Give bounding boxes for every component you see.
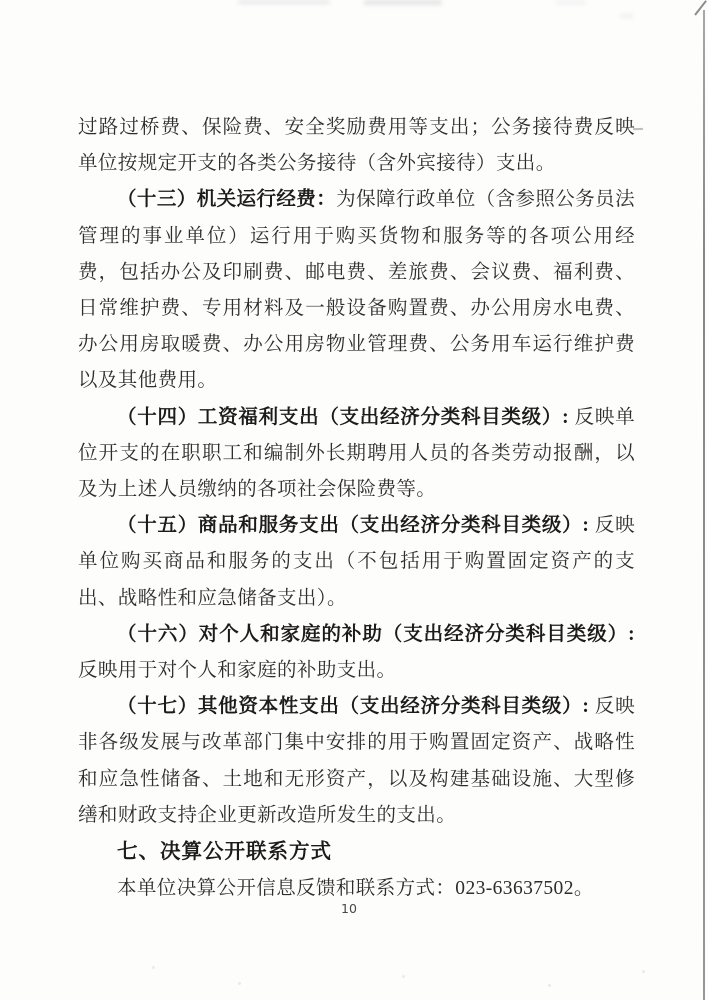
text-segment: 为保障行政单位（含参照公务员法管理的事业单位）运行用于购买货物和服务等的各项公用经费，包括办公及印刷费、邮电费、差旅费、会议费、福利费、日常维护费、专用材料及一般设备购置费、办公用房水电费、办公用房取暖费、办公用房物业管理费、公务用车运行维护费以及其他费用。 [78, 189, 635, 392]
scan-noise-dot [402, 975, 405, 978]
text-segment: 过路过桥费、保险费、安全奖励费用等支出；公务接待费反映单位按规定开支的各类公务接待（含外宾接待）支出。 [78, 117, 635, 175]
scan-artifact [364, 0, 442, 5]
bold-text-segment: （十七）其他资本性支出（支出经济分类科目类级）: [117, 696, 590, 718]
bold-text-segment: （十三）机关运行经费： [117, 189, 337, 211]
scan-artifact [238, 0, 330, 4]
text-segment: 反映单位开支的在职职工和编制外长期聘用人员的各类劳动报酬，以及为上述人员缴纳的各项社会保险费等。 [78, 406, 635, 501]
section-heading [78, 834, 635, 871]
text-segment: 本单位决算公开信息反馈和联系方式：023-63637502。 [117, 878, 594, 900]
bold-text-segment: （十六）对个人和家庭的补助（支出经济分类科目类级）: [117, 623, 635, 645]
scan-noise-dot [642, 970, 645, 973]
paragraph [78, 689, 635, 834]
bold-text-segment: （十五）商品和服务支出（支出经济分类科目类级）: [117, 515, 590, 537]
scan-noise-dot [548, 984, 551, 987]
scan-noise-dot [238, 982, 241, 985]
scan-artifact [556, 1, 586, 4]
text-segment: 反映用于对个人和家庭的补助支出。 [78, 660, 397, 682]
bold-text-segment: （十四）工资福利支出（支出经济分类科目类级）: [117, 406, 570, 428]
paragraph [78, 617, 635, 689]
text-segment: 反映单位购买商品和服务的支出（不包括用于购置固定资产的支出、战略性和应急储备支出）。 [78, 515, 635, 609]
scan-edge-line [703, 10, 705, 1000]
document-body [78, 110, 635, 907]
paragraph [78, 182, 635, 399]
bold-text-segment: 七、决算公开联系方式 [117, 841, 332, 864]
page-number: 10 [341, 901, 357, 916]
paragraph [78, 508, 635, 617]
paragraph [78, 400, 635, 509]
scan-noise-dot [152, 966, 155, 969]
scan-artifact [620, 14, 634, 18]
text-segment: 反映非各级发展与改革部门集中安排的用于购置固定资产、战略性和应急性储备、土地和无形资产，以及构建基础设施、大型修缮和财政支持企业更新改造所发生的支出。 [78, 696, 635, 826]
paragraph [78, 110, 635, 182]
